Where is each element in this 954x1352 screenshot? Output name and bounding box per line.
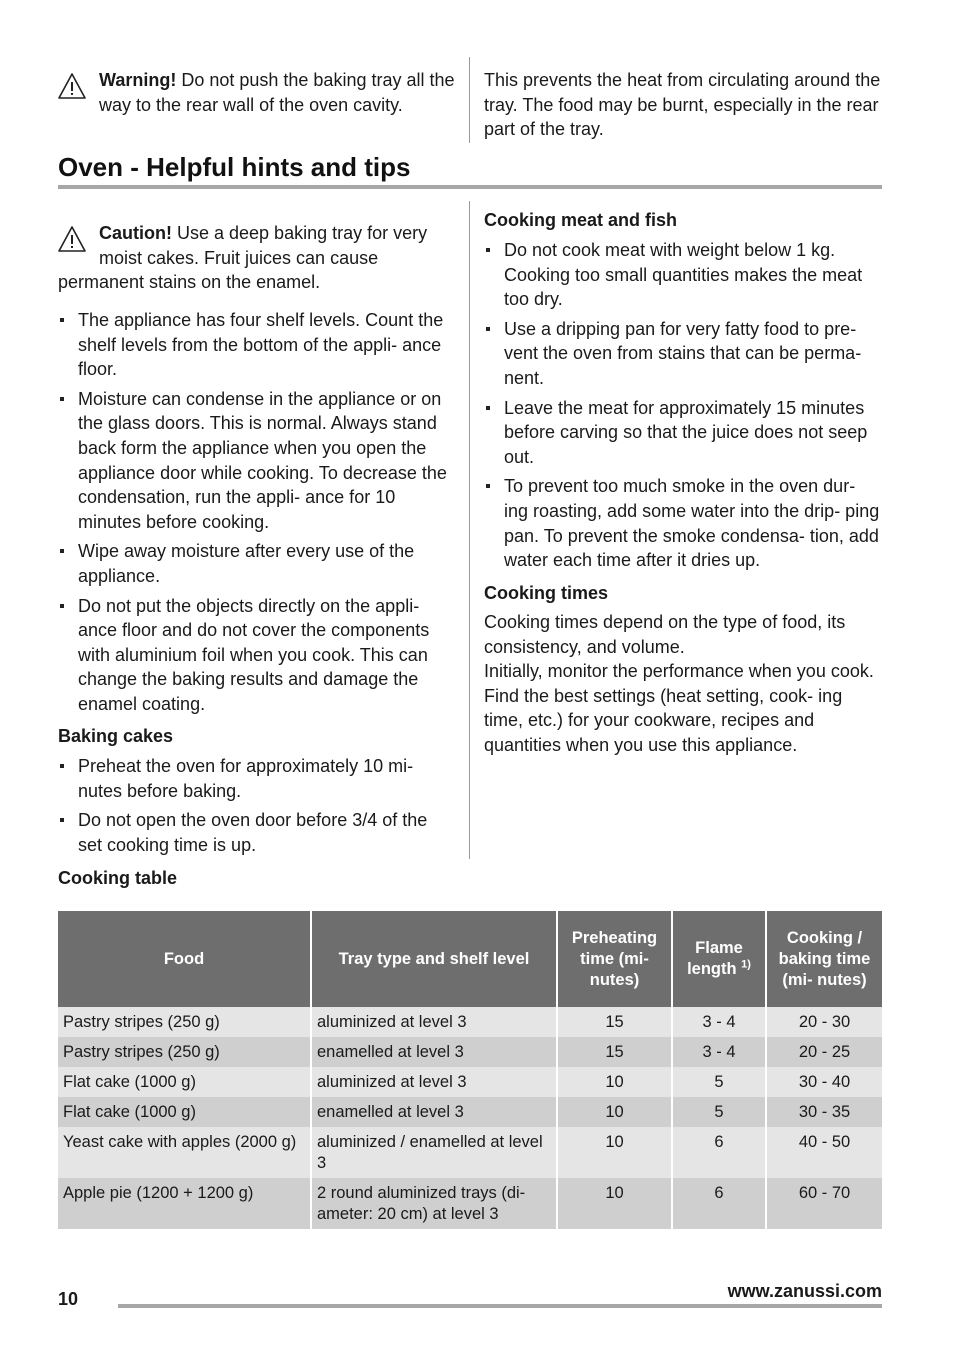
list-item: Leave the meat for approximately 15 minutes before carving so that the juice does not seep out.: [484, 396, 884, 470]
page-number: 10: [58, 1289, 79, 1309]
cell-tray: enamelled at level 3: [311, 1097, 557, 1127]
meat-list: [484, 238, 884, 573]
table-row: [58, 1097, 882, 1127]
cell-flame: 5: [672, 1067, 766, 1097]
table-row: [58, 1127, 882, 1178]
cell-flame: 3 - 4: [672, 1007, 766, 1037]
list-item: To prevent too much smoke in the oven dur- ing roasting, add some water into the drip- ping pan. To prevent the smoke condensa- tion, add water each time after it dries up.: [484, 474, 884, 572]
cell-food: Pastry stripes (250 g): [58, 1007, 311, 1037]
cell-food: Flat cake (1000 g): [58, 1097, 311, 1127]
cell-food: Flat cake (1000 g): [58, 1067, 311, 1097]
cooking-times-paragraph-2: Initially, monitor the performance when you cook. Find the best settings (heat setting, cook- ing time, etc.) for your cookware, recipes and quantities when you use this appliance.: [484, 661, 874, 755]
caution-icon: [57, 225, 87, 253]
top-right-text: [484, 68, 884, 142]
baking-list-wrap: [58, 754, 453, 862]
hints-list: [58, 308, 453, 717]
header-flame: [672, 911, 766, 1007]
caution-line-3-wrap: [58, 270, 458, 295]
footer-rule: [118, 1304, 882, 1308]
table-row: [58, 1178, 882, 1229]
cell-preheat: 15: [557, 1007, 672, 1037]
cell-flame: 3 - 4: [672, 1037, 766, 1067]
warning-label: Warning!: [99, 70, 177, 90]
baking-cakes-heading: Baking cakes: [58, 726, 174, 746]
header-food: Food: [58, 911, 311, 1007]
header-cooking-time: Cooking / baking time (mi- nutes): [766, 911, 882, 1007]
column-divider-main: [469, 201, 470, 859]
footnote-marker: 1): [741, 958, 751, 971]
column-divider-top: [469, 57, 470, 143]
cell-food: Apple pie (1200 + 1200 g): [58, 1178, 311, 1229]
cooking-times-heading: Cooking times: [484, 583, 609, 603]
header-preheat: Preheating time (mi- nutes): [557, 911, 672, 1007]
caution-label: Caution!: [99, 223, 172, 243]
cell-preheat: 10: [557, 1127, 672, 1178]
cooking-table-heading: Cooking table: [58, 868, 178, 888]
header-flame-label: Flame length: [687, 939, 743, 978]
list-item: The appliance has four shelf levels. Count the shelf levels from the bottom of the appli- ance floor.: [58, 308, 453, 382]
cell-preheat: 10: [557, 1097, 672, 1127]
cooking-times-paragraph-1: Cooking times depend on the type of food, its consistency, and volume.: [484, 612, 846, 657]
list-item: Do not put the objects directly on the appli- ance floor and do not cover the components with aluminium foil when you cook. This can change the baking results and damage the enamel coating.: [58, 594, 453, 717]
warning-body: Do not push the baking tray all the way to the rear wall of the oven cavity.: [99, 70, 455, 115]
cell-food: Yeast cake with apples (2000 g): [58, 1127, 311, 1178]
cell-time: 40 - 50: [766, 1127, 882, 1178]
cell-flame: 6: [672, 1178, 766, 1229]
cell-time: 60 - 70: [766, 1178, 882, 1229]
section-title-rule: [58, 185, 882, 189]
cell-flame: 6: [672, 1127, 766, 1178]
header-tray: Tray type and shelf level: [311, 911, 557, 1007]
warning-icon: [57, 72, 87, 100]
cooking-times-text: [484, 610, 884, 758]
table-row: [58, 1037, 882, 1067]
caution-line-2: moist cakes. Fruit juices can cause: [99, 247, 379, 268]
caution-line-1: Use a deep baking tray for very: [171, 223, 428, 243]
website-link[interactable]: www.zanussi.com: [727, 1281, 882, 1301]
table-row: [58, 1067, 882, 1097]
baking-list: [58, 754, 453, 857]
list-item: Wipe away moisture after every use of the appliance.: [58, 539, 453, 588]
table-header-row: [58, 911, 882, 1007]
cell-time: 20 - 30: [766, 1007, 882, 1037]
cell-tray: enamelled at level 3: [311, 1037, 557, 1067]
cell-food: Pastry stripes (250 g): [58, 1037, 311, 1067]
cell-time: 30 - 40: [766, 1067, 882, 1097]
cell-preheat: 10: [557, 1067, 672, 1097]
list-item: Do not cook meat with weight below 1 kg. Cooking too small quantities makes the meat too dry.: [484, 238, 884, 312]
list-item: Use a dripping pan for very fatty food to pre- vent the oven from stains that can be perma- nent.: [484, 317, 884, 391]
top-warning-text: [99, 68, 459, 117]
cell-preheat: 10: [557, 1178, 672, 1229]
cell-time: 20 - 25: [766, 1037, 882, 1067]
cell-flame: 5: [672, 1097, 766, 1127]
caution-line-3: permanent stains on the enamel.: [58, 272, 321, 292]
table-row: [58, 1007, 882, 1037]
hints-list-wrap: [58, 308, 453, 722]
meat-list-wrap: [484, 238, 884, 578]
heat-circulation-note: This prevents the heat from circulating around the tray. The food may be burnt, especially in the rear part of the tray.: [484, 70, 881, 140]
meat-fish-heading: Cooking meat and fish: [484, 210, 678, 230]
cell-preheat: 15: [557, 1037, 672, 1067]
list-item: Preheat the oven for approximately 10 mi- nutes before baking.: [58, 754, 453, 803]
cell-tray: aluminized at level 3: [311, 1007, 557, 1037]
list-item: Do not open the oven door before 3/4 of the set cooking time is up.: [58, 808, 453, 857]
cell-tray: aluminized / enamelled at level 3: [311, 1127, 557, 1178]
section-title: Oven - Helpful hints and tips: [58, 152, 411, 182]
caution-lines-indented: [99, 221, 459, 270]
cooking-table: [58, 911, 882, 1229]
cell-tray: 2 round aluminized trays (di- ameter: 20 cm) at level 3: [311, 1178, 557, 1229]
cell-time: 30 - 35: [766, 1097, 882, 1127]
cell-tray: aluminized at level 3: [311, 1067, 557, 1097]
list-item: Moisture can condense in the appliance or on the glass doors. This is normal. Always stand back form the appliance when you open the appliance door while cooking. To decrease the condensation, run the appli- ance for 10 minutes before cooking.: [58, 387, 453, 535]
